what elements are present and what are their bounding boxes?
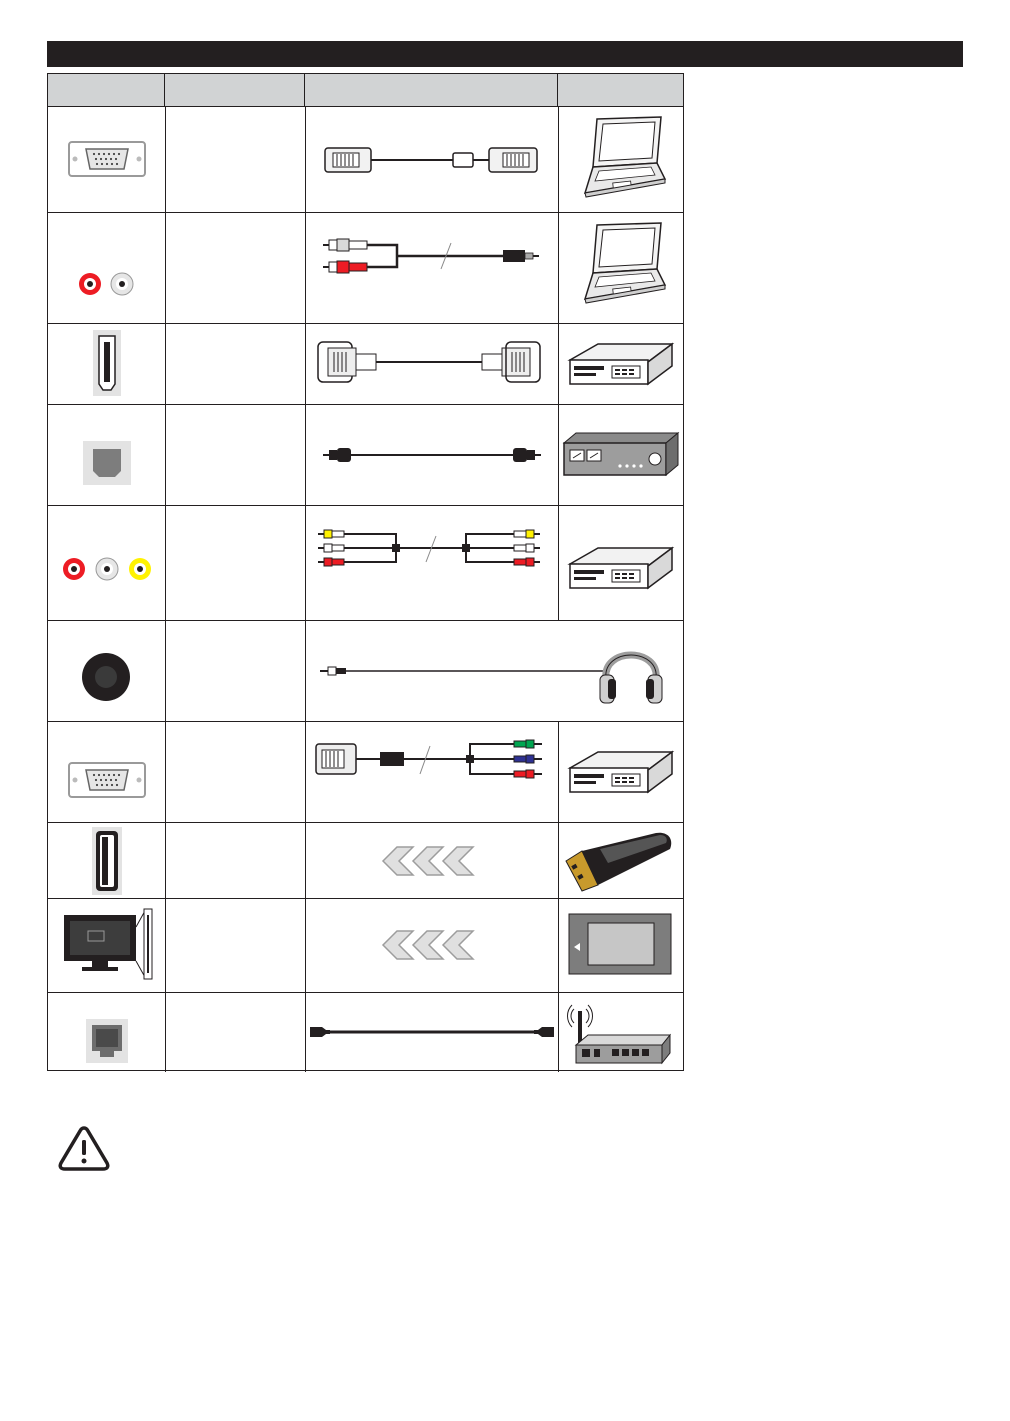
- header-cable: [305, 74, 558, 107]
- table-row: [48, 405, 683, 506]
- insert-arrows-icon: [381, 929, 481, 961]
- av-rca-ports-icon: [62, 556, 154, 582]
- table-row: [48, 899, 683, 993]
- laptop-icon: [575, 115, 667, 197]
- ethernet-cable-icon: [308, 1025, 556, 1039]
- vga-port-icon: [68, 141, 146, 177]
- rca-to-jack-cable-icon: [323, 235, 541, 279]
- router-icon: [568, 999, 672, 1067]
- table-row: [48, 506, 683, 621]
- table-row: [48, 993, 683, 1072]
- hdmi-cable-icon: [316, 338, 542, 386]
- header-device: [558, 74, 685, 107]
- header-type: [165, 74, 305, 107]
- table-row: [48, 823, 683, 899]
- vga-port-icon: [68, 762, 146, 798]
- table-row: [48, 213, 683, 324]
- table-row: [48, 107, 683, 213]
- laptop-icon: [575, 221, 667, 303]
- vga-to-component-cable-icon: [314, 736, 546, 786]
- cam-module-icon: [568, 913, 672, 975]
- headphone-cable-icon: [320, 665, 610, 677]
- usb-port-icon: [92, 827, 122, 895]
- ethernet-port-icon: [86, 1019, 128, 1063]
- headphones-icon: [598, 635, 664, 709]
- headphone-jack-icon: [81, 652, 131, 702]
- ci-slot-tv-icon: [62, 907, 154, 981]
- audio-rca-ports-icon: [78, 271, 134, 297]
- table-header: [48, 74, 683, 107]
- table-row: [48, 722, 683, 823]
- insert-arrows-icon: [381, 845, 481, 877]
- table-row: [48, 324, 683, 405]
- amplifier-icon: [562, 431, 680, 477]
- table-row: [48, 621, 683, 722]
- hdmi-port-icon: [93, 330, 121, 396]
- av-rca-cable-icon: [316, 526, 542, 576]
- optical-cable-icon: [323, 447, 541, 463]
- vga-cable-icon: [323, 143, 541, 177]
- player-box-icon: [568, 544, 674, 592]
- player-box-icon: [568, 748, 674, 796]
- usb-stick-icon: [560, 829, 674, 893]
- header-connector: [48, 74, 165, 107]
- title-bar: [47, 41, 963, 67]
- warning-triangle-icon: [58, 1125, 110, 1171]
- player-box-icon: [568, 340, 674, 388]
- connection-table: [47, 73, 684, 1071]
- optical-port-icon: [83, 441, 131, 485]
